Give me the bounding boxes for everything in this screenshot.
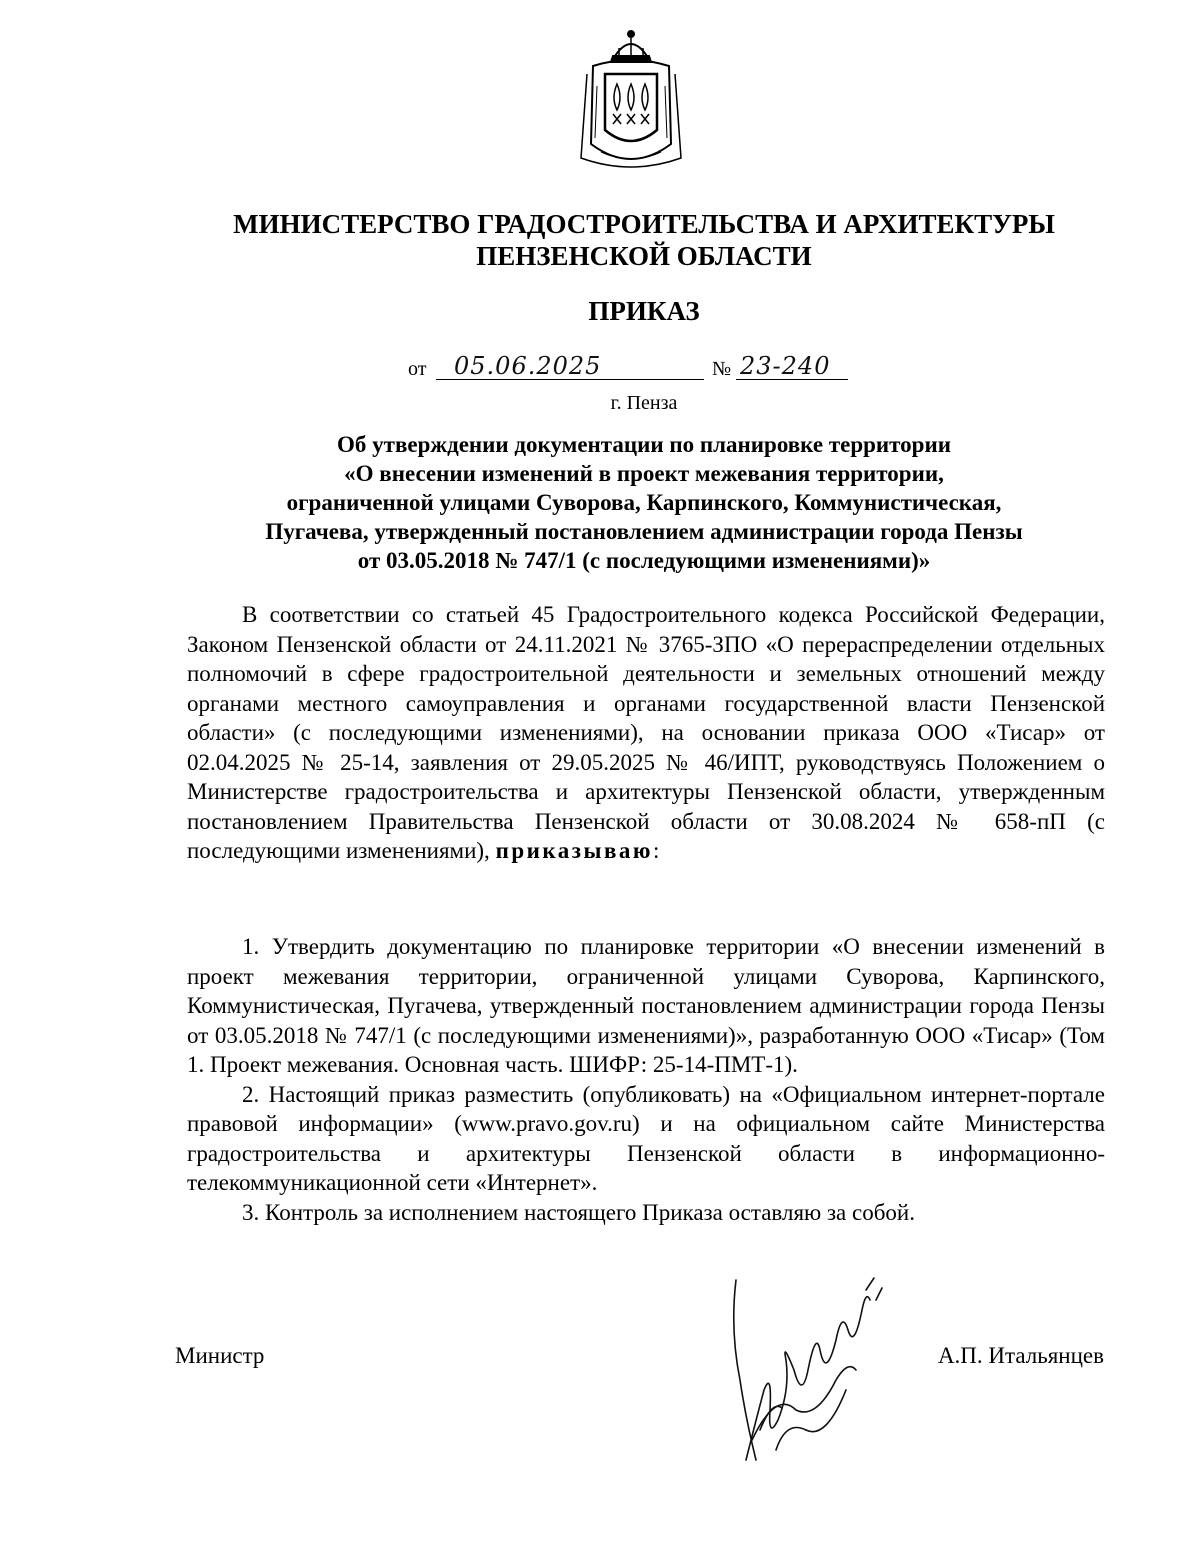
signatory-name: А.П. Итальянцев xyxy=(937,1343,1104,1368)
order-verb: приказываю xyxy=(495,838,653,863)
order-item-1: 1. Утвердить документацию по планировке территории «О внесении изменений в проект межевания территории, ограниченной улицами Суворова, Карпинского, Коммунистическая, Пугачева, утвержденный постановлением администрации города Пензы от 03.05.2018 № 747/1 (с последующими изменениями)», разработанную ООО «Тисар» (Том 1. Проект межевания. Основная часть. ШИФР: 25-14-ПМТ-1). xyxy=(187,934,1105,1077)
preamble-paragraph xyxy=(187,600,1105,866)
registration-line xyxy=(408,352,868,384)
coat-of-arms-emblem xyxy=(579,26,683,174)
number-label: № xyxy=(712,358,732,380)
number-handwritten: 23-240 xyxy=(740,352,831,380)
handwritten-signature xyxy=(716,1270,886,1470)
subject-line4: Пугачева, утвержденный постановлением администрации города Пензы xyxy=(265,519,1023,544)
order-colon: : xyxy=(652,838,660,863)
document-type-title: ПРИКАЗ xyxy=(588,296,700,326)
city-name: г. Пенза xyxy=(610,392,678,414)
subject-line5: от 03.05.2018 № 747/1 (с последующими изменениями)» xyxy=(357,548,931,573)
date-label: от xyxy=(408,358,427,380)
signatory-position: Министр xyxy=(175,1343,265,1368)
order-subject xyxy=(150,430,1138,575)
ministry-name-line2: ПЕНЗЕНСКОЙ ОБЛАСТИ xyxy=(476,241,812,271)
order-item-2: 2. Настоящий приказ разместить (опубликовать) на «Официальном интернет-портале правовой информации» (www.pravo.gov.ru) и на официальном сайте Министерства градостроительства и архитектуры Пензенской области в информационно-телекоммуникационной сети «Интернет». xyxy=(187,1081,1105,1195)
subject-line2: «О внесении изменений в проект межевания территории, xyxy=(344,461,944,486)
ministry-name-line1: МИНИСТЕРСТВО ГРАДОСТРОИТЕЛЬСТВА И АРХИТЕКТУРЫ xyxy=(233,209,1055,239)
subject-line1: Об утверждении документации по планировке территории xyxy=(337,432,951,457)
date-handwritten: 05.06.2025 xyxy=(454,352,602,380)
ministry-name xyxy=(0,208,1200,272)
subject-line3: ограниченной улицами Суворова, Карпинского, Коммунистическая, xyxy=(286,490,1002,515)
order-item-3: 3. Контроль за исполнением настоящего Приказа оставляю за собой. xyxy=(242,1199,915,1225)
order-items xyxy=(187,932,1105,1227)
preamble-text: В соответствии со статьей 45 Градостроительного кодекса Российской Федерации, Законом Пензенской области от 24.11.2021 № 3765-ЗПО «О перераспределении отдельных полномочий в сфере градостроительной деятельности и земельных отношений между органами местного самоуправления и органами государственной власти Пензенской области» (с последующими изменениями), на основании приказа ООО «Тисар» от 02.04.2025 № 25-14, заявления от 29.05.2025 № 46/ИПТ, руководствуясь Положением о Министерстве градостроительства и архитектуры Пензенской области, утвержденным постановлением Правительства Пензенской области от 30.08.2024 № 658-пП (с последующими изменениями), xyxy=(187,602,1105,863)
